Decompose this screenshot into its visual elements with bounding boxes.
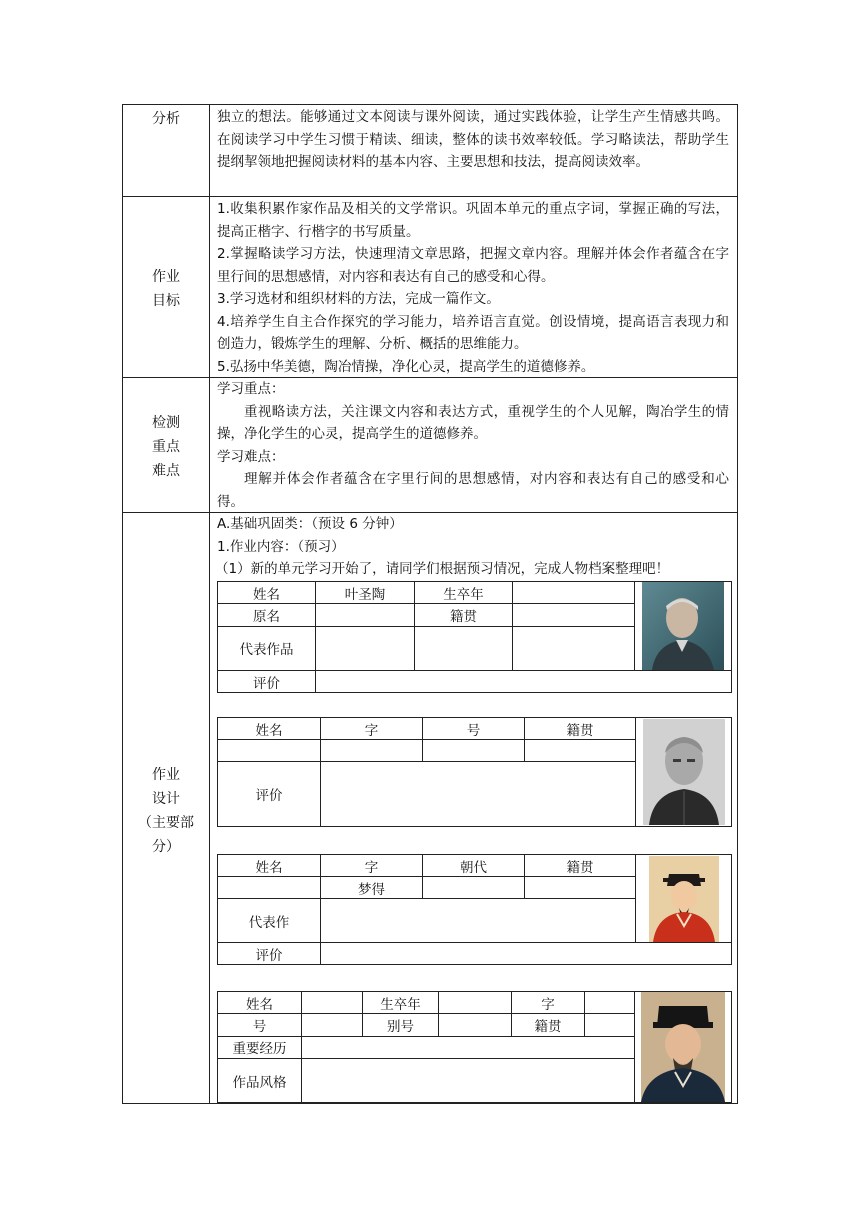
goals-list xyxy=(217,198,729,378)
section-title: A.基础巩固类：（预设 6 分钟） xyxy=(217,516,403,532)
courtesy-field[interactable] xyxy=(321,740,423,762)
goal-item: 4.培养学生自主合作探究的学习能力，培养语言直觉。创设情境，提高语言表现力和创造力，锻炼学生的理解、分析、概括的思维能力。 xyxy=(217,313,729,352)
courtesy-label: 字 xyxy=(321,855,423,877)
design-label: 作业 设计 （主要部 分） xyxy=(138,767,194,855)
profile-table-3 xyxy=(217,854,732,965)
hometown-label: 籍贯 xyxy=(415,604,513,626)
key-point-text: 重视略读方法，关注课文内容和表达方式，重视学生的个人见解，陶冶学生的情操，净化学生的心灵，提高学生的道德修养。 xyxy=(217,403,729,442)
name-field[interactable] xyxy=(302,992,363,1014)
hometown-label: 籍贯 xyxy=(525,855,636,877)
review-label: 评价 xyxy=(218,671,316,693)
works-label: 代表作品 xyxy=(218,626,316,671)
courtesy-value: 梦得 xyxy=(321,877,423,899)
sub-title: 1.作业内容：（预习） xyxy=(217,538,345,555)
goal-item: 3.学习选材和组织材料的方法，完成一篇作文。 xyxy=(217,291,500,307)
goal-item: 1.收集积累作家作品及相关的文学常识。巩固本单元的重点字词，掌握正确的写法，提高正楷字、行楷字的书写质量。 xyxy=(217,201,729,240)
lifespan-label: 生卒年 xyxy=(415,582,513,604)
name-label: 姓名 xyxy=(218,718,321,740)
row-divider xyxy=(123,196,737,197)
courtesy-field[interactable] xyxy=(585,992,635,1014)
goal-item: 2.掌握略读学习方法，快速理清文章思路，把握文章内容。理解并体会作者蕴含在字里行间的思想感情，对内容和表达有自己的感受和心得。 xyxy=(217,246,729,285)
review-label: 评价 xyxy=(218,943,321,965)
hometown-field[interactable] xyxy=(585,1014,635,1036)
works-field[interactable] xyxy=(316,626,415,671)
portrait-cell xyxy=(636,855,732,943)
column-divider xyxy=(209,105,210,1103)
focus-text xyxy=(217,378,729,513)
design-intro xyxy=(217,513,729,581)
name-field[interactable] xyxy=(218,877,321,899)
hometown-field[interactable] xyxy=(525,877,636,899)
portrait-liu-yuxi-icon xyxy=(649,856,719,942)
works-field[interactable] xyxy=(415,626,513,671)
lifespan-label: 生卒年 xyxy=(363,992,439,1014)
works-field[interactable] xyxy=(321,899,636,943)
hometown-field[interactable] xyxy=(513,604,635,626)
portrait-scholar-icon xyxy=(641,992,725,1102)
pseudonym-field[interactable] xyxy=(302,1014,363,1036)
key-point-title: 学习重点： xyxy=(217,381,285,397)
name-label: 姓名 xyxy=(218,992,302,1014)
courtesy-label: 字 xyxy=(321,718,423,740)
portrait-cell xyxy=(636,718,732,827)
lifespan-field[interactable] xyxy=(513,582,635,604)
portrait-cell xyxy=(635,992,732,1103)
style-field[interactable] xyxy=(302,1059,635,1103)
profile-table-4 xyxy=(217,991,732,1103)
difficult-point-title: 学习难点： xyxy=(217,448,285,465)
pseudonym-label: 号 xyxy=(423,718,525,740)
hometown-label: 籍贯 xyxy=(512,1014,585,1036)
question-text: （1）新的单元学习开始了，请同学们根据预习情况，完成人物档案整理吧！ xyxy=(215,561,670,577)
experience-field[interactable] xyxy=(302,1036,635,1058)
name-field[interactable] xyxy=(218,740,321,762)
dynasty-label: 朝代 xyxy=(423,855,525,877)
alias-label: 别号 xyxy=(363,1014,439,1036)
alias-field[interactable] xyxy=(439,1014,512,1036)
experience-label: 重要经历 xyxy=(218,1036,302,1058)
lifespan-field[interactable] xyxy=(439,992,512,1014)
name-label: 姓名 xyxy=(218,582,316,604)
original-name-field[interactable] xyxy=(316,604,415,626)
goal-item: 5.弘扬中华美德，陶冶情操，净化心灵，提高学生的道德修养。 xyxy=(217,358,595,375)
review-field[interactable] xyxy=(321,943,732,965)
hometown-field[interactable] xyxy=(525,740,636,762)
portrait-ye-shengtao-icon xyxy=(642,582,724,670)
pseudonym-field[interactable] xyxy=(423,740,525,762)
dynasty-field[interactable] xyxy=(423,877,525,899)
works-label: 代表作 xyxy=(218,899,321,943)
lesson-table xyxy=(122,104,738,1104)
goals-label: 作业 目标 xyxy=(152,269,180,309)
hometown-label: 籍贯 xyxy=(525,718,636,740)
analysis-label: 分析 xyxy=(152,111,180,127)
name-label: 姓名 xyxy=(218,855,321,877)
pseudonym-label: 号 xyxy=(218,1014,302,1036)
review-field[interactable] xyxy=(316,671,732,693)
original-name-label: 原名 xyxy=(218,604,316,626)
review-field[interactable] xyxy=(321,762,636,827)
style-label: 作品风格 xyxy=(218,1059,302,1103)
portrait-bw-man-icon xyxy=(643,719,725,825)
analysis-text: 独立的想法。能够通过文本阅读与课外阅读，通过实践体验，让学生产生情感共鸣。在阅读学习中学生习惯于精读、细读，整体的读书效率较低。学习略读法，帮助学生提纲挈领地把握阅读材料的基本内容、主要思想和技法，提高阅读效率。 xyxy=(217,109,729,170)
focus-label: 检测 重点 难点 xyxy=(152,415,180,479)
profile-table-2 xyxy=(217,717,732,827)
difficult-point-text: 理解并体会作者蕴含在字里行间的思想感情，对内容和表达有自己的感受和心得。 xyxy=(217,471,729,510)
profile-table-1 xyxy=(217,581,732,693)
name-value: 叶圣陶 xyxy=(316,582,415,604)
works-field[interactable] xyxy=(513,626,635,671)
courtesy-label: 字 xyxy=(512,992,585,1014)
review-label: 评价 xyxy=(218,762,321,827)
portrait-cell xyxy=(635,582,732,671)
